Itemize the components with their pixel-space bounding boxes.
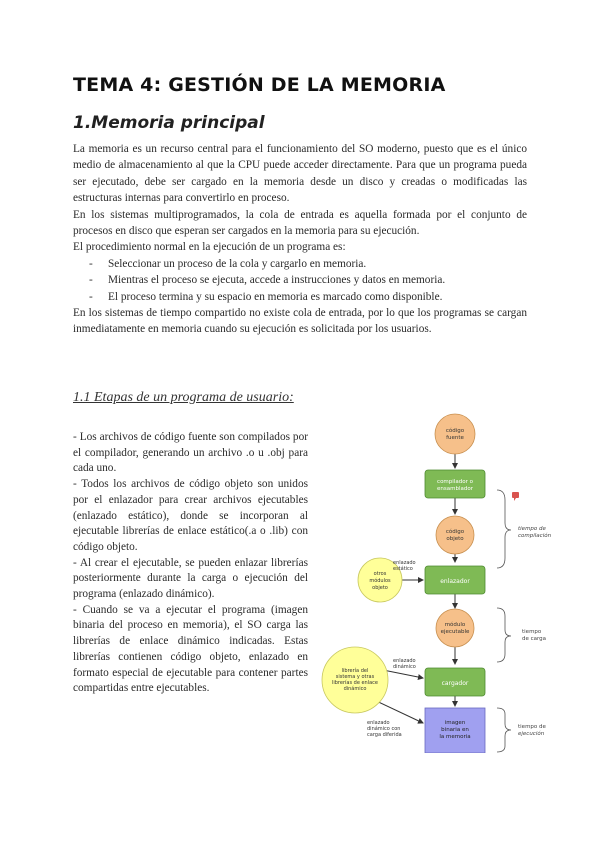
edge-label: enlazado [393, 560, 416, 566]
node-label: objeto [372, 585, 388, 591]
section-heading-memoria-principal: 1.Memoria principal [73, 113, 265, 133]
etapa-item: - Todos los archivos de código objeto son unidos por el enlazador para crear archivos ejecutables (enlazado estático), donde se incorporan al ejecutable librerías de enlace estático(.a o .lib) con código objeto. [73, 478, 308, 553]
node-label: cargador [441, 680, 469, 687]
etapas-text [73, 430, 308, 697]
phase-label: tiempo de [518, 526, 546, 532]
phase-label: tiempo [522, 629, 542, 635]
edge-label: estático [393, 566, 413, 572]
phase-label: ejecución [518, 731, 545, 737]
phase-label: de carga [522, 636, 547, 642]
etapa-item: - Cuando se va a ejecutar el programa (imagen binaria del proceso en memoria), el SO carga las librerías de enlace dinámico indicadas. Estas librerías contienen código objeto, enlazado en formato especial de ejecutable para contener partes compartidas entre ejecutables. [73, 603, 308, 695]
system-library-node [322, 647, 388, 713]
paragraph: En los sistemas multiprogramados, la cola de entrada es aquella formada por el conjunto de procesos en disco que esperan ser cargados en la memoria para su ejecución. [73, 208, 527, 238]
comment-marker-icon [512, 492, 519, 501]
section-body [73, 141, 527, 338]
executable-module-node [436, 609, 474, 647]
edge-label: dinámico [393, 664, 416, 670]
node-label: código [445, 428, 465, 434]
dynamic-load-label [367, 720, 402, 738]
phase-label: tiempo de [518, 724, 546, 730]
memory-image-node [425, 708, 485, 753]
page-title: TEMA 4: GESTIÓN DE LA MEMORIA [73, 74, 446, 96]
node-label: ejecutable [440, 629, 470, 635]
edge-label: dinámico con [367, 726, 401, 732]
phase-label: compilación [518, 533, 552, 539]
node-label: código [445, 529, 465, 535]
compiler-node [425, 470, 485, 498]
etapa-item: - Al crear el ejecutable, se pueden enlazar librerías posteriormente durante la carga o ejecución del programa (enlazado dinámico). [73, 556, 308, 601]
bullet-item: - Seleccionar un proceso de la cola y cargarlo en memoria. [73, 256, 527, 272]
paragraph: En los sistemas de tiempo compartido no existe cola de entrada, por lo que los programas se cargan inmediatamente en memoria cuando su ejecución es solicitada por los usuarios. [73, 307, 527, 336]
phase-braces [497, 490, 511, 752]
node-label: compilador o [437, 479, 473, 485]
node-label: enlazador [440, 578, 470, 585]
object-code-node [436, 516, 474, 554]
load-time-label [522, 629, 546, 642]
compile-time-label [518, 526, 552, 539]
program-stages-diagram [315, 408, 600, 753]
node-label: imagen [444, 720, 466, 726]
static-link-label [393, 560, 416, 572]
bullet-list [73, 256, 527, 305]
node-label: binaria en [441, 727, 469, 733]
dynamic-link-label [393, 658, 416, 670]
subsection-heading-etapas: 1.1 Etapas de un programa de usuario: [73, 390, 294, 405]
node-label: librerías de enlace [331, 680, 379, 686]
node-label: la memoria [439, 734, 471, 740]
paragraph: La memoria es un recurso central para el funcionamiento del SO moderno, puesto que es el único medio de almacenamiento al que la CPU puede acceder directamente. Para que un programa pueda ser ejecutado, debe ser cargado en la memoria desde un disco y creadas o modificadas las estructuras internas para convertirlo en proceso. [73, 143, 527, 205]
node-label: fuente [446, 435, 464, 441]
bullet-item: - El proceso termina y su espacio en memoria es marcado como disponible. [73, 289, 527, 305]
edge-label: enlazado [367, 720, 390, 726]
loader-node [425, 668, 485, 696]
node-label: módulo [444, 622, 466, 628]
node-label: ensamblador [437, 486, 473, 492]
node-label: otros [373, 571, 387, 577]
linker-node [425, 566, 485, 594]
node-label: objeto [446, 536, 464, 542]
paragraph: El procedimiento normal en la ejecución de un programa es: [73, 241, 346, 254]
source-code-node [435, 414, 475, 454]
exec-time-label [518, 724, 547, 737]
node-label: dinámico [343, 686, 367, 692]
bullet-item: - Mientras el proceso se ejecuta, accede a instrucciones y datos en memoria. [73, 272, 527, 288]
node-label: librería del [341, 668, 369, 674]
edge-label: enlazado [393, 658, 416, 664]
etapa-item: - Los archivos de código fuente son compilados por el compilador, generando un archivo .o u .obj para cada uno. [73, 431, 308, 475]
edge-label: carga diferida [367, 732, 402, 738]
node-label: módulos [369, 578, 391, 584]
node-label: sistema y otras [335, 674, 375, 680]
